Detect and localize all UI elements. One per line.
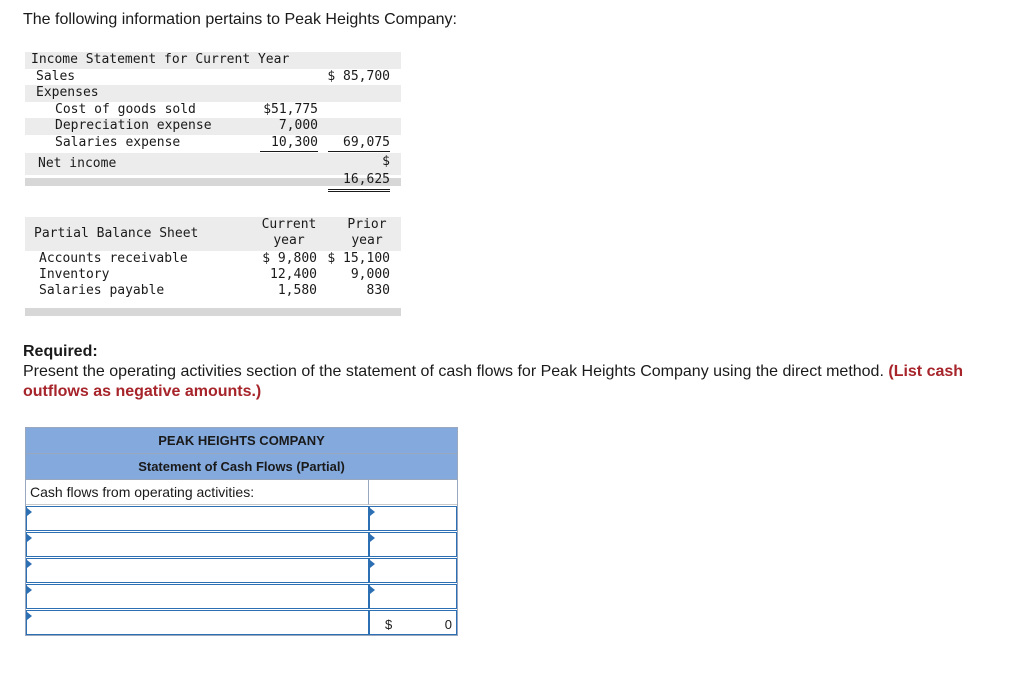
dropdown-marker-icon [370,586,375,594]
description-input[interactable] [26,584,369,609]
dropdown-marker-icon [27,560,32,568]
amount-input[interactable] [369,506,457,531]
bs-row-ar [25,251,401,267]
description-input[interactable] [26,532,369,557]
bs-col-current [257,217,321,249]
dep-value: 7,000 [278,118,318,133]
is-expenses-row [25,85,401,102]
description-input[interactable] [26,558,369,583]
bs-header [25,217,401,251]
sales-value: $ 85,700 [327,68,390,84]
sales-label: Sales [36,68,76,84]
dropdown-marker-icon [370,534,375,542]
sal-value: 10,300 [260,135,318,153]
is-sal-row [25,135,401,152]
bs-row-current: $ 9,800 [262,251,317,266]
dropdown-marker-icon [27,612,32,620]
dropdown-marker-icon [27,508,32,516]
bs-col-prior-line2: year [351,233,383,248]
bs-row-current: 1,580 [277,283,317,298]
cogs-label: Cost of goods sold [55,101,196,117]
section-label: Cash flows from operating activities: [26,480,369,505]
dropdown-marker-icon [370,560,375,568]
dep-label: Depreciation expense [55,118,212,133]
net-income-label: Net income [38,156,117,171]
bs-row-prior: 830 [366,283,390,298]
income-statement [25,52,401,186]
bs-col-prior [342,217,392,249]
section-row [26,480,457,505]
is-sales-row [25,69,401,86]
bs-row-salaries [25,283,401,299]
total-amount-cell [369,610,457,635]
bs-row-label: Salaries payable [39,283,165,298]
cash-flow-table [25,427,458,636]
bs-row-label: Inventory [39,267,110,282]
amount-input[interactable] [369,532,457,557]
bs-row-label: Accounts receivable [39,251,188,266]
dropdown-marker-icon [27,586,32,594]
total-value: 0 [444,617,452,632]
dropdown-marker-icon [370,508,375,516]
input-row [26,532,457,557]
statement-title: Statement of Cash Flows (Partial) [26,454,457,480]
bs-col-current-line1: Current [261,217,317,232]
bs-title: Partial Balance Sheet [34,226,199,241]
company-name: PEAK HEIGHTS COMPANY [26,428,457,454]
total-expenses-value: 69,075 [328,135,390,153]
cogs-value: $51,775 [263,101,318,117]
bs-row-prior: $ 15,100 [327,251,390,266]
sal-label: Salaries expense [55,134,181,150]
is-net-row [25,153,401,187]
input-row [26,558,457,583]
required-section [23,342,1013,402]
bs-col-prior-line1: Prior [347,217,387,232]
input-row [26,584,457,609]
expenses-label: Expenses [36,85,99,100]
is-title: Income Statement for Current Year [31,52,290,67]
required-text: Present the operating activities section of the statement of cash flows for Peak Heights Company using the direct method. [23,363,884,380]
bs-row-inventory [25,267,401,283]
bs-row-prior: 9,000 [350,267,390,282]
dropdown-marker-icon [27,534,32,542]
bs-bottom-divider [25,308,401,316]
intro-text: The following information pertains to Peak Heights Company: [23,11,457,28]
required-heading: Required: [23,343,98,360]
total-currency: $ [385,617,393,632]
total-row [26,610,457,635]
section-amount-cell [369,480,457,505]
amount-input[interactable] [369,584,457,609]
total-description-input[interactable] [26,610,369,635]
is-dep-row [25,118,401,135]
bs-col-current-line2: year [273,233,305,248]
amount-input[interactable] [369,558,457,583]
input-row [26,506,457,531]
is-cogs-row [25,102,401,119]
description-input[interactable] [26,506,369,531]
bs-row-current: 12,400 [270,267,317,282]
balance-sheet [25,217,401,316]
required-note: (List cash outflows as negative amounts.) [23,363,964,400]
is-title-row [25,52,401,69]
net-income-value: $ 16,625 [328,153,390,192]
